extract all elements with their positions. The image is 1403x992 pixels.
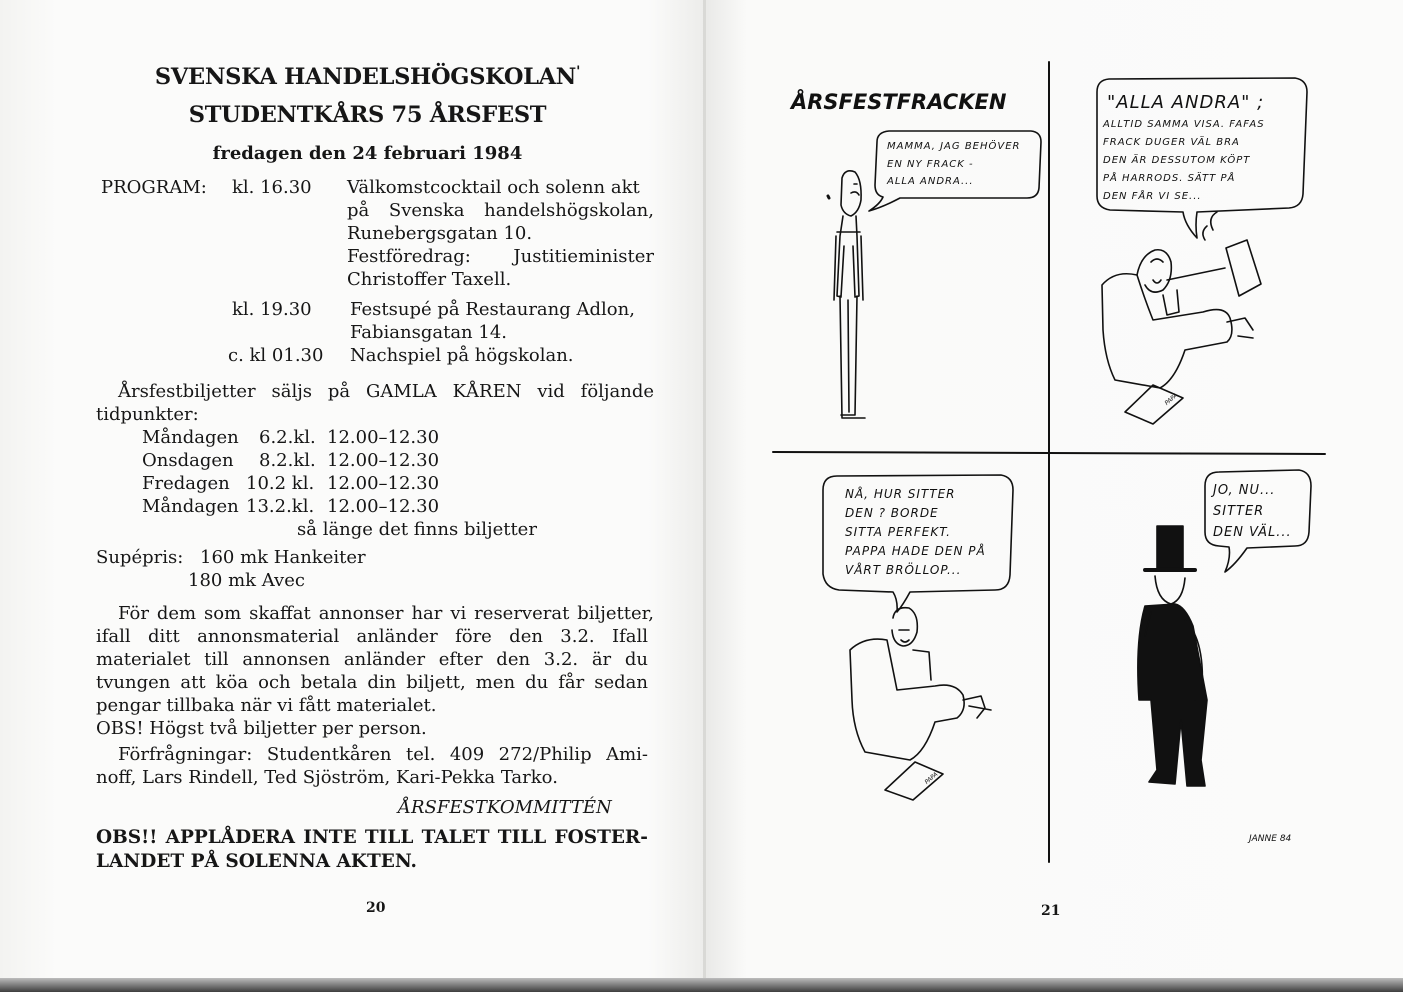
ticket-date: 8.2.kl. [259, 450, 316, 471]
paper-label: PAPA [1163, 392, 1180, 407]
paper-on-floor [885, 762, 943, 800]
program-line: Festsupé på Restaurang Adlon, [350, 299, 635, 320]
program-time-3: c. kl 01.30 [228, 345, 324, 366]
body-line: materialet till annonsen anländer efter den 3.2. är du [96, 649, 648, 670]
bubble-2-line: FRACK DUGER VÄL BRA [1103, 137, 1240, 148]
warning-line: OBS!! APPLÅDERA INTE TILL TALET TILL FOSTER- [96, 827, 648, 848]
page-title-line-2: STUDENTKÅRS 75 ÅRSFEST [188, 102, 547, 128]
bubble-4-line: SITTER [1213, 504, 1265, 519]
man-top-hat [1138, 526, 1207, 786]
body-line: För dem som skaffat annonser har vi reserverat biljetter, [118, 603, 654, 624]
bubble-1-line: ALLA ANDRA... [887, 176, 974, 187]
price-label: Supépris: [96, 547, 184, 568]
ticket-day: Måndagen [142, 496, 239, 517]
ticket-day: Fredagen [142, 473, 230, 494]
bubble-2-line: "ALLA ANDRA" ; [1107, 92, 1265, 113]
program-line: på Svenska handelshögskolan, [347, 200, 654, 221]
title-stray-mark: ' [576, 64, 581, 80]
bubble-3-line: SITTA PERFEKT. [845, 525, 951, 539]
bubble-2-line: ALLTID SAMMA VISA. FAFAS [1103, 119, 1265, 130]
scan-bottom-edge [0, 978, 1403, 992]
program-line: Runebergsgatan 10. [347, 223, 533, 244]
tickets-intro-cont: tidpunkter: [96, 404, 199, 425]
ticket-day: Onsdagen [142, 450, 234, 471]
program-line: Festföredrag: Justitieminister [347, 246, 654, 267]
page-number-right: 21 [1041, 903, 1061, 919]
inquiry-line: noff, Lars Rindell, Ted Sjöström, Kari-Pekka Tarko. [96, 767, 558, 788]
armchair-father [850, 608, 991, 760]
inquiry-line: Förfrågningar: Studentkåren tel. 409 272/Philip Ami- [118, 744, 648, 765]
program-line: Christoffer Taxell. [347, 269, 512, 290]
ticket-time: 12.00–12.30 [327, 473, 440, 494]
date-line: fredagen den 24 februari 1984 [212, 143, 523, 164]
page-number-left: 20 [366, 900, 386, 916]
while-supplies: så länge det finns biljetter [297, 519, 537, 540]
bubble-3-line: DEN ? BORDE [845, 506, 939, 520]
ticket-date: 10.2 kl. [246, 473, 315, 494]
comic-artwork [705, 0, 1403, 985]
armchair-mother [1102, 212, 1261, 388]
tickets-intro: Årsfestbiljetter säljs på GAMLA KÅREN vid följande [118, 381, 654, 402]
bubble-3-line: PAPPA HADE DEN PÅ [845, 544, 986, 558]
bubble-2-line: PÅ HARRODS. SÄTT PÅ [1103, 173, 1236, 184]
body-line: tvungen att köa och betala din biljett, men du får sedan [96, 672, 648, 693]
boy-figure [828, 171, 865, 418]
page-title: SVENSKA HANDELSHÖGSKOLAN' [154, 64, 581, 90]
program-time-2: kl. 19.30 [232, 299, 312, 320]
price-avec: 180 mk Avec [188, 570, 305, 591]
ticket-time: 12.00–12.30 [327, 450, 440, 471]
ticket-day: Måndagen [142, 427, 239, 448]
obs-note: OBS! Högst två biljetter per person. [96, 718, 427, 739]
program-label: PROGRAM: [101, 177, 207, 198]
program-line: Välkomstcocktail och solenn akt [347, 177, 640, 198]
artist-signature: JANNE 84 [1249, 834, 1292, 844]
ticket-time: 12.00–12.30 [327, 427, 440, 448]
bubble-3-line: VÅRT BRÖLLOP... [845, 563, 962, 577]
bubble-4-line: DEN VÄL... [1213, 525, 1292, 540]
committee-signature: ÅRSFESTKOMMITTÉN [398, 797, 612, 818]
comic-strip [705, 0, 1403, 985]
warning-line: LANDET PÅ SOLENNA AKTEN. [96, 851, 417, 872]
ticket-date: 13.2.kl. [246, 496, 315, 517]
bubble-2-line: DEN ÄR DESSUTOM KÖPT [1103, 155, 1251, 166]
ticket-date: 6.2.kl. [259, 427, 316, 448]
left-page-content [0, 0, 705, 985]
program-line: Nachspiel på högskolan. [350, 345, 574, 366]
bubble-3-line: NÅ, HUR SITTER [845, 487, 956, 501]
body-line: pengar tillbaka när vi fått materialet. [96, 695, 437, 716]
bubble-2-line: DEN FÅR VI SE... [1103, 191, 1202, 202]
price-hankeiter: 160 mk Hankeiter [200, 547, 366, 568]
bubble-4-line: JO, NU... [1213, 483, 1276, 498]
program-line: Fabiansgatan 14. [350, 322, 507, 343]
comic-title: ÅRSFESTFRACKEN [791, 90, 1007, 114]
paper-label: PAPA [923, 771, 940, 786]
panel-divider-horizontal [773, 452, 1325, 454]
body-line: ifall ditt annonsmaterial anländer före den 3.2. Ifall [96, 626, 648, 647]
program-time-1: kl. 16.30 [232, 177, 312, 198]
bubble-1-line: EN NY FRACK - [887, 159, 974, 170]
bubble-1-line: MAMMA, JAG BEHÖVER [887, 141, 1021, 152]
ticket-time: 12.00–12.30 [327, 496, 440, 517]
